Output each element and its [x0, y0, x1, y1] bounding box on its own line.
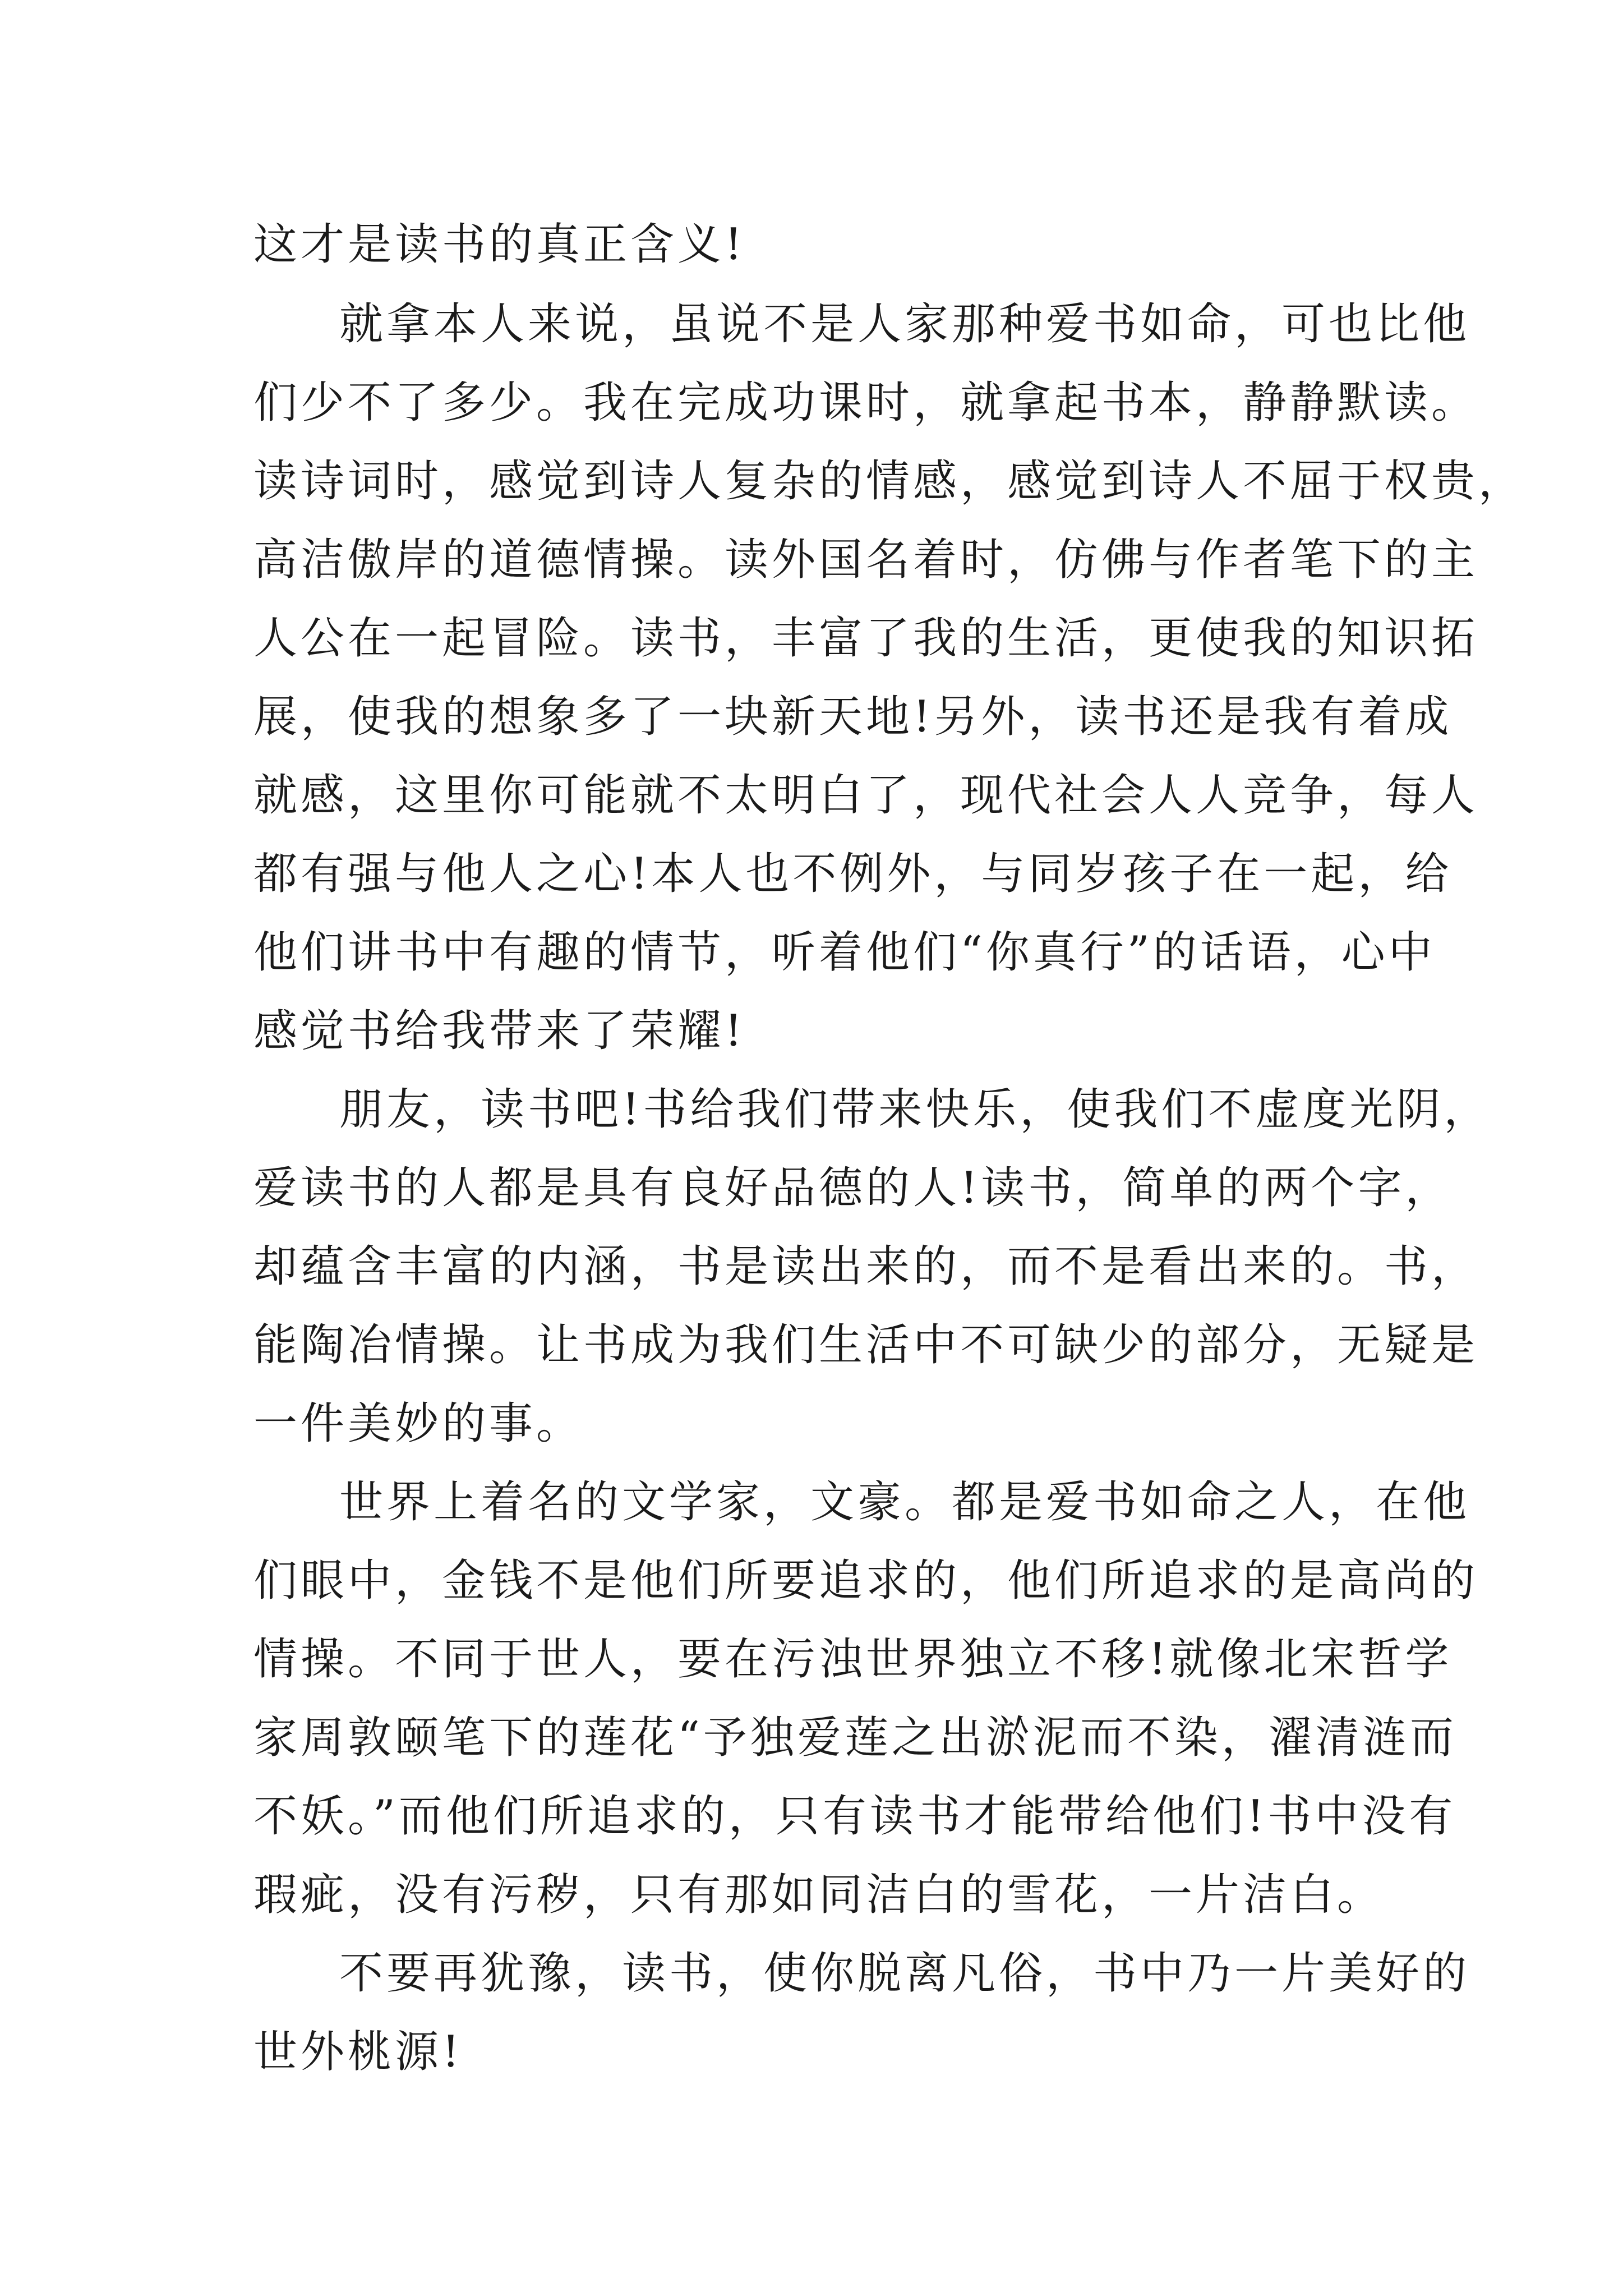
text-line: 不妖。”而他们所追求的，只有读书才能带给他们!书中没有 [253, 1791, 1456, 1842]
text-line: 高洁傲岸的道德情操。读外国名着时，仿佛与作者笔下的主 [253, 535, 1479, 585]
text-line: 就感，这里你可能就不太明白了，现代社会人人竞争，每人 [253, 770, 1479, 821]
text-line: 们眼中，金钱不是他们所要追求的，他们所追求的是高尚的 [253, 1556, 1479, 1606]
paragraph-first-line: 不要再犹豫，读书，使你脱离凡俗，书中乃一片美好的 [339, 1948, 1470, 1999]
text-line: 瑕疵，没有污秽，只有那如同洁白的雪花，一片洁白。 [253, 1870, 1385, 1920]
text-line: 们少不了多少。我在完成功课时，就拿起书本，静静默读。 [253, 378, 1479, 428]
text-line: 爱读书的人都是具有良好品德的人!读书，简单的两个字， [253, 1163, 1453, 1213]
text-line: 读诗词时，感觉到诗人复杂的情感，感觉到诗人不屈于权贵， [253, 456, 1526, 507]
paragraph-first-line: 朋友，读书吧!书给我们带来快乐，使我们不虚度光阴， [339, 1084, 1491, 1135]
text-line: 展，使我的想象多了一块新天地!另外，读书还是我有着成 [253, 692, 1453, 742]
paragraph-first-line: 世界上着名的文学家，文豪。都是爱书如命之人，在他 [339, 1477, 1470, 1527]
text-line: 人公在一起冒险。读书，丰富了我的生活，更使我的知识拓 [253, 613, 1479, 664]
text-line: 他们讲书中有趣的情节，听着他们“你真行”的话语，心中 [253, 927, 1436, 978]
text-line: 一件美妙的事。 [253, 1398, 584, 1449]
text-line: 这才是读书的真正含义! [253, 219, 746, 270]
text-line: 情操。不同于世人，要在污浊世界独立不移!就像北宋哲学 [253, 1634, 1453, 1685]
text-line: 感觉书给我带来了荣耀! [253, 1006, 746, 1056]
text-line: 世外桃源! [253, 2027, 463, 2077]
text-line: 家周敦颐笔下的莲花“予独爱莲之出淤泥而不染，濯清涟而 [253, 1713, 1457, 1763]
paragraph-first-line: 就拿本人来说，虽说不是人家那种爱书如命，可也比他 [339, 299, 1470, 349]
text-line: 能陶冶情操。让书成为我们生活中不可缺少的部分，无疑是 [253, 1320, 1479, 1370]
text-line: 都有强与他人之心!本人也不例外，与同岁孩子在一起，给 [253, 849, 1453, 899]
text-line: 却蕴含丰富的内涵，书是读出来的，而不是看出来的。书， [253, 1241, 1479, 1292]
